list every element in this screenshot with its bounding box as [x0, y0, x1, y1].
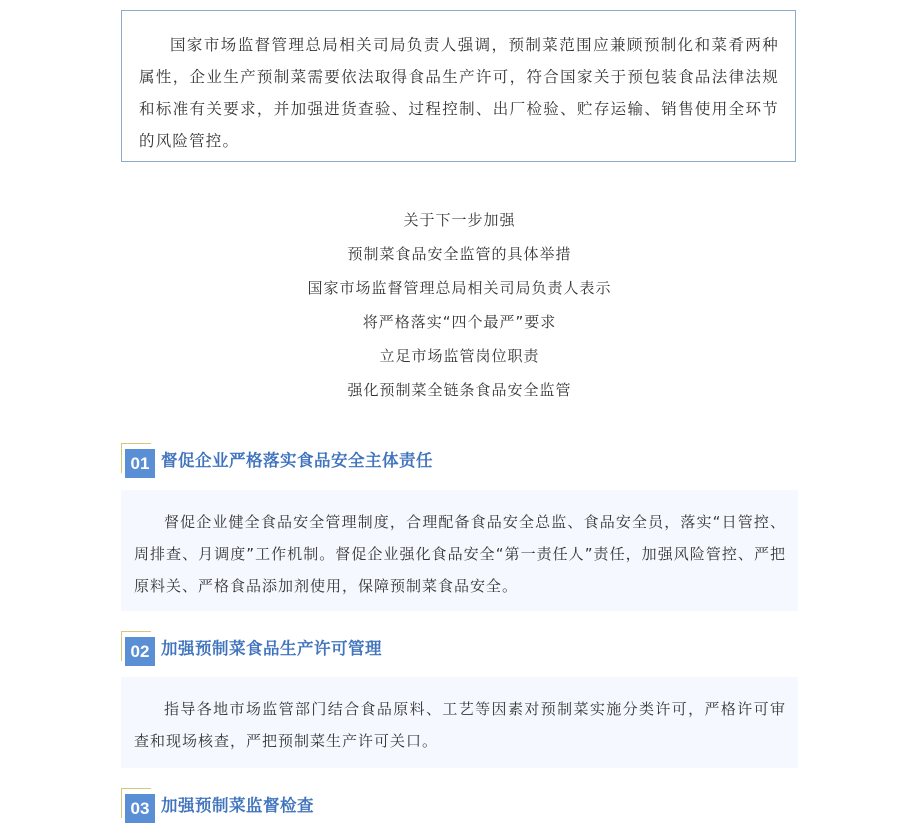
section-body-01 [121, 490, 798, 611]
summary-line: 将严格落实“四个最严”要求 [362, 313, 557, 331]
summary-line: 关于下一步加强 [403, 211, 516, 229]
section-body-02 [121, 677, 798, 768]
summary-line: 立足市场监管岗位职责 [379, 347, 540, 365]
intro-box [121, 10, 796, 162]
section-title: 加强预制菜监督检查 [161, 796, 314, 815]
section-header-01 [121, 443, 521, 479]
section-number-badge [121, 631, 157, 667]
section-number: 02 [125, 637, 155, 666]
section-paragraph: 指导各地市场监管部门结合食品原料、工艺等因素对预制菜实施分类许可，严格许可审查和现场核查，严把预制菜生产许可关口。 [134, 700, 786, 750]
section-header-03 [121, 788, 521, 824]
summary-block [0, 206, 919, 410]
summary-line: 国家市场监督管理总局相关司局负责人表示 [307, 279, 612, 297]
summary-line: 预制菜食品安全监管的具体举措 [347, 245, 572, 263]
section-number-badge [121, 788, 157, 824]
section-title: 督促企业严格落实食品安全主体责任 [161, 451, 433, 470]
section-number: 01 [125, 449, 155, 478]
section-header-02 [121, 631, 521, 667]
section-number: 03 [125, 794, 155, 823]
summary-line: 强化预制菜全链条食品安全监管 [347, 381, 572, 399]
section-paragraph: 督促企业健全食品安全管理制度，合理配备食品安全总监、食品安全员，落实“日管控、周排查、月调度”工作机制。督促企业强化食品安全“第一责任人”责任，加强风险管控、严把原料关、严格食品添加剂使用，保障预制菜食品安全。 [134, 513, 786, 595]
intro-paragraph: 国家市场监督管理总局相关司局负责人强调，预制菜范围应兼顾预制化和菜肴两种属性，企业生产预制菜需要依法取得食品生产许可，符合国家关于预包装食品法律法规和标准有关要求，并加强进货查验、过程控制、出厂检验、贮存运输、销售使用全环节的风险管控。 [139, 36, 779, 150]
section-title: 加强预制菜食品生产许可管理 [161, 639, 382, 658]
section-number-badge [121, 443, 157, 479]
